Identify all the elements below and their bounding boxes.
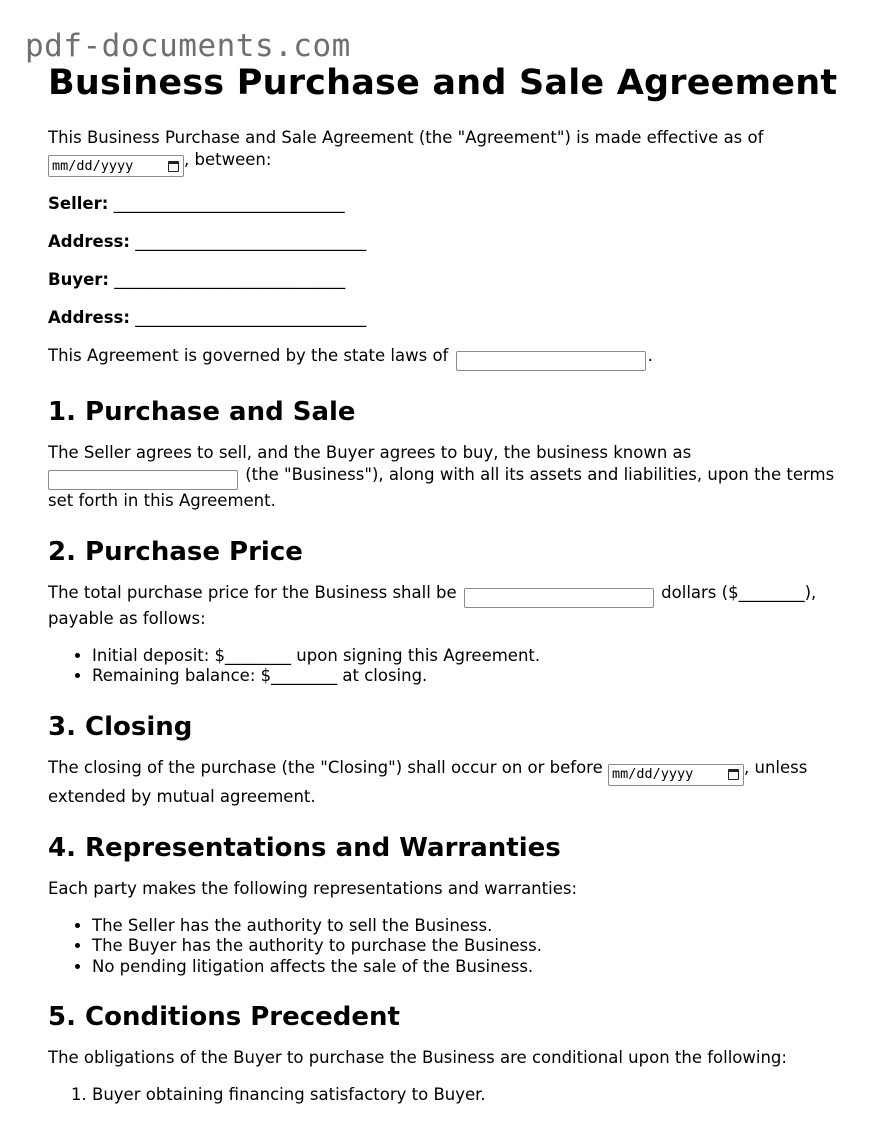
watermark: pdf-documents.com bbox=[25, 28, 351, 64]
intro-paragraph bbox=[48, 127, 838, 177]
business-name-input[interactable] bbox=[48, 470, 238, 490]
governing-law-period: . bbox=[647, 346, 653, 366]
buyer-label: Buyer: bbox=[48, 270, 110, 290]
section-4-heading: 4. Representations and Warranties bbox=[48, 833, 561, 863]
intro-text: This Business Purchase and Sale Agreement (the "Agreement") is made effective as of bbox=[48, 128, 764, 147]
payment-terms-list bbox=[48, 646, 838, 687]
section-1-paragraph bbox=[48, 442, 838, 511]
governing-law-text: This Agreement is governed by the state laws of bbox=[48, 346, 449, 366]
section-2-paragraph bbox=[48, 582, 838, 630]
purchase-price-input[interactable] bbox=[464, 588, 654, 608]
seller-address-line bbox=[48, 231, 838, 253]
seller-address-label: Address: bbox=[48, 232, 130, 252]
effective-date-placeholder: mm/dd/yyyy bbox=[52, 157, 134, 174]
list-item: • Remaining balance: $________ at closing. bbox=[92, 666, 838, 687]
list-item: • The Buyer has the authority to purchase the Business. bbox=[92, 936, 838, 957]
section-3-text-after: , unless extended by mutual agreement. bbox=[48, 757, 808, 806]
agreement-document bbox=[48, 60, 838, 1105]
warranties-list bbox=[48, 916, 838, 978]
closing-date-placeholder: mm/dd/yyyy bbox=[612, 765, 694, 782]
buyer-line bbox=[48, 269, 838, 291]
document-title: Business Purchase and Sale Agreement bbox=[48, 63, 838, 103]
effective-date-input[interactable] bbox=[48, 155, 184, 177]
section-3-heading: 3. Closing bbox=[48, 711, 193, 742]
section-1-heading: 1. Purchase and Sale bbox=[48, 397, 356, 428]
conditions-list bbox=[48, 1085, 838, 1106]
section-2-text-after: dollars ($________), payable as follows: bbox=[48, 583, 817, 629]
calendar-icon[interactable] bbox=[728, 769, 739, 780]
governing-law-paragraph bbox=[48, 345, 838, 371]
buyer-address-blank: ____________________________ bbox=[135, 308, 367, 328]
seller-line bbox=[48, 193, 838, 215]
section-1-text-after: (the "Business"), along with all its assets and liabilities, upon the terms set forth in this Agreement. bbox=[48, 464, 835, 510]
intro-between: , between: bbox=[184, 149, 272, 169]
calendar-icon[interactable] bbox=[168, 161, 179, 172]
state-input[interactable] bbox=[456, 351, 646, 371]
seller-address-blank: ____________________________ bbox=[135, 232, 367, 252]
section-4-paragraph: Each party makes the following representations and warranties: bbox=[48, 879, 577, 898]
section-2-heading: 2. Purchase Price bbox=[48, 537, 303, 568]
list-item: • Initial deposit: $________ upon signing this Agreement. bbox=[92, 646, 838, 667]
section-2-text-before: The total purchase price for the Business shall be bbox=[48, 583, 457, 603]
buyer-blank: ____________________________ bbox=[114, 270, 346, 290]
section-3-paragraph bbox=[48, 757, 838, 807]
list-item: • No pending litigation affects the sale of the Business. bbox=[92, 957, 838, 978]
buyer-address-label: Address: bbox=[48, 308, 130, 328]
section-1-text-before: The Seller agrees to sell, and the Buyer agrees to buy, the business known as bbox=[48, 443, 692, 463]
closing-date-input[interactable] bbox=[608, 764, 744, 786]
list-item: 1. Buyer obtaining financing satisfactory to Buyer. bbox=[92, 1085, 838, 1106]
buyer-address-line bbox=[48, 307, 838, 329]
seller-blank: ____________________________ bbox=[113, 194, 345, 214]
section-3-text-before: The closing of the purchase (the "Closing") shall occur on or before bbox=[48, 757, 603, 777]
section-5-heading: 5. Conditions Precedent bbox=[48, 1002, 400, 1032]
seller-label: Seller: bbox=[48, 194, 109, 214]
section-5-paragraph: The obligations of the Buyer to purchase the Business are conditional upon the following: bbox=[48, 1048, 787, 1067]
list-item: • The Seller has the authority to sell the Business. bbox=[92, 916, 838, 937]
